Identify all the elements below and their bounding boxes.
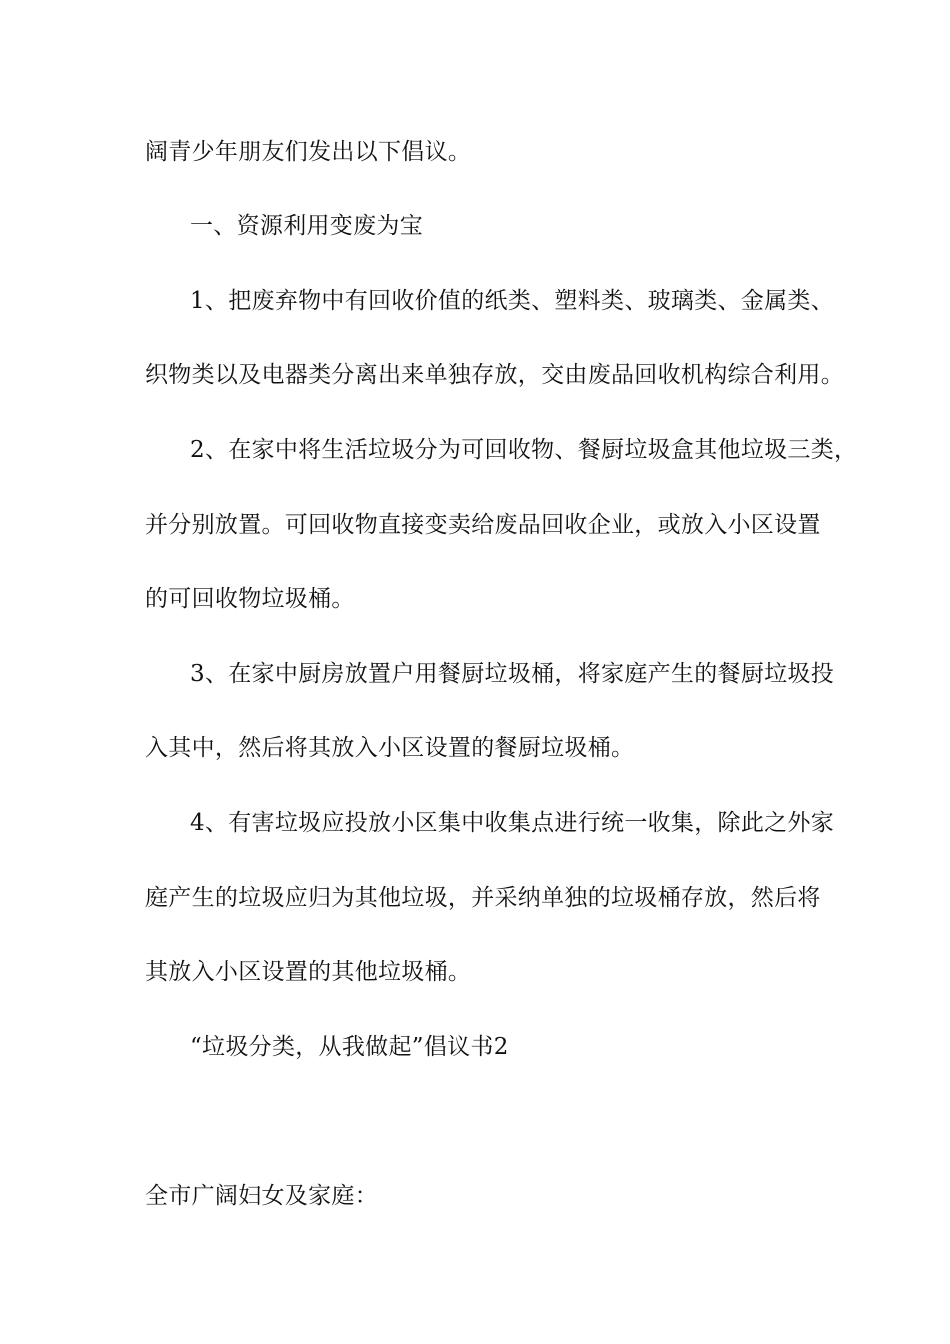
document-title: “垃圾分类，从我做起”倡议书2	[190, 1034, 509, 1060]
paragraph-line: 织物类以及电器类分离出来单独存放，交由废品回收机构综合利用。	[145, 362, 844, 388]
paragraph-line: 入其中，然后将其放入小区设置的餐厨垃圾桶。	[145, 735, 635, 761]
paragraph-line: 4、有害垃圾应投放小区集中收集点进行统一收集，除此之外家	[190, 810, 835, 836]
salutation: 全市广阔妇女及家庭：	[145, 1183, 378, 1209]
paragraph-line: 并分别放置。可回收物直接变卖给废品回收企业，或放入小区设置	[145, 512, 821, 538]
paragraph-line: 其放入小区设置的其他垃圾桶。	[145, 959, 472, 985]
paragraph-line: 庭产生的垃圾应归为其他垃圾，并采纳单独的垃圾桶存放，然后将	[145, 885, 821, 911]
paragraph-line: 阔青少年朋友们发出以下倡议。	[145, 139, 472, 165]
paragraph-line: 的可回收物垃圾桶。	[145, 586, 355, 612]
paragraph-line: 3、在家中厨房放置户用餐厨垃圾桶，将家庭产生的餐厨垃圾投	[190, 661, 835, 687]
paragraph-line: 1、把废弃物中有回收价值的纸类、塑料类、玻璃类、金属类、	[190, 288, 835, 314]
section-heading: 一、资源利用变废为宝	[190, 213, 423, 239]
paragraph-line: 2、在家中将生活垃圾分为可回收物、餐厨垃圾盒其他垃圾三类，	[190, 437, 858, 463]
